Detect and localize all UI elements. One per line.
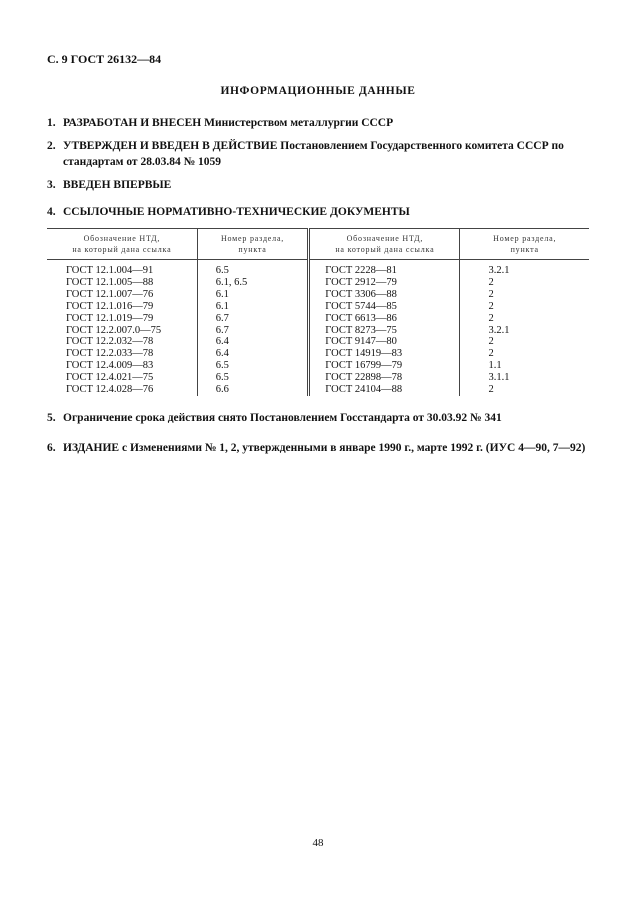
cell-section-2: 2 — [460, 384, 589, 396]
reference-documents-table — [47, 228, 589, 396]
item-heading: ИЗДАНИЕ с Изменениями № 1, 2, утвержденными в январе 1990 г., марте 1992 г. (ИУС 4—90, 7—92) — [63, 442, 586, 454]
cell-document: ГОСТ 12.2.007.0—75 — [66, 324, 162, 336]
cell-section: 6.7 — [197, 313, 309, 325]
table-row — [47, 260, 589, 277]
item-heading: Ограничение срока действия снято Постановлением Госстандарта от 30.03.92 № 341 — [63, 412, 502, 424]
cell-section-2: 2 — [460, 277, 589, 289]
cell-document: ГОСТ 12.1.004—91 — [66, 265, 154, 276]
col-header-document-2 — [309, 229, 460, 260]
item-number: 4. — [47, 206, 56, 218]
table-header-row — [47, 229, 589, 260]
col-header-line: пункта — [510, 245, 539, 254]
cell-section: 6.1 — [197, 301, 309, 313]
cell-section-2: 2 — [460, 301, 589, 313]
table-row — [47, 384, 589, 396]
cell-document-2: ГОСТ 8273—75 — [309, 325, 460, 337]
col-header-line: на который дана ссылка — [335, 245, 435, 254]
page-number: 48 — [312, 837, 324, 849]
cell-document: ГОСТ 12.4.009—83 — [66, 360, 154, 372]
item-heading: ВВЕДЕН ВПЕРВЫЕ — [63, 179, 172, 191]
cell-section-2: 2 — [460, 348, 589, 360]
table-row — [47, 348, 589, 360]
col-header-line: Номер раздела, — [493, 234, 557, 243]
cell-document: ГОСТ 12.4.021—75 — [66, 372, 154, 384]
table-row — [47, 289, 589, 301]
section-title: ИНФОРМАЦИОННЫЕ ДАННЫЕ — [220, 85, 416, 97]
cell-section-2: 2 — [460, 289, 589, 301]
item-heading: УТВЕРЖДЕН И ВВЕДЕН В ДЕЙСТВИЕ — [63, 140, 278, 152]
table-row — [47, 277, 589, 289]
cell-document-2: ГОСТ 2228—81 — [309, 260, 460, 277]
col-header-line: пункта — [238, 245, 267, 254]
cell-section: 6.1 — [197, 289, 309, 301]
cell-document-2: ГОСТ 14919—83 — [309, 348, 460, 360]
cell-section-2: 3.1.1 — [460, 372, 589, 384]
cell-section: 6.5 — [197, 360, 309, 372]
cell-section-2: 3.2.1 — [460, 325, 589, 337]
cell-document: ГОСТ 12.4.028—76 — [66, 384, 154, 396]
cell-section: 6.5 — [197, 372, 309, 384]
item-number: 6. — [47, 442, 56, 454]
col-header-section-2 — [460, 229, 589, 260]
info-item-3 — [47, 177, 592, 193]
col-header-line: Обозначение НТД, — [346, 234, 424, 243]
cell-document-2: ГОСТ 16799—79 — [309, 360, 460, 372]
item-heading: РАЗРАБОТАН И ВНЕСЕН — [63, 117, 202, 129]
cell-section: 6.1, 6.5 — [197, 277, 309, 289]
cell-section: 6.7 — [197, 325, 309, 337]
cell-document-2: ГОСТ 5744—85 — [309, 301, 460, 313]
info-item-6 — [47, 440, 592, 456]
cell-document-2: ГОСТ 24104—88 — [309, 384, 460, 396]
cell-document: ГОСТ 12.2.033—78 — [66, 348, 154, 360]
page-header: С. 9 ГОСТ 26132—84 — [47, 52, 162, 66]
cell-section: 6.4 — [197, 336, 309, 348]
info-item-4 — [47, 204, 592, 220]
cell-document: ГОСТ 12.1.019—79 — [66, 312, 154, 324]
cell-section: 6.4 — [197, 348, 309, 360]
cell-document-2: ГОСТ 3306—88 — [309, 289, 460, 301]
item-continuation: стандартам от 28.03.84 № 1059 — [63, 156, 222, 168]
cell-document-2: ГОСТ 9147—80 — [309, 336, 460, 348]
cell-document: ГОСТ 12.1.005—88 — [66, 276, 154, 288]
table-row — [47, 313, 589, 325]
cell-document-2: ГОСТ 22898—78 — [309, 372, 460, 384]
cell-document-2: ГОСТ 6613—86 — [309, 313, 460, 325]
item-body: Постановлением Государственного комитета СССР по — [277, 140, 564, 152]
item-number: 2. — [47, 140, 56, 152]
table-row — [47, 336, 589, 348]
cell-section-2: 2 — [460, 336, 589, 348]
info-item-1 — [47, 115, 592, 131]
cell-section-2: 1.1 — [460, 360, 589, 372]
item-body: Министерством металлургии СССР — [201, 117, 394, 129]
col-header-document — [47, 229, 197, 260]
cell-document: ГОСТ 12.1.016—79 — [66, 300, 154, 312]
cell-section-2: 2 — [460, 313, 589, 325]
col-header-line: Номер раздела, — [220, 234, 285, 243]
col-header-section — [197, 229, 309, 260]
col-header-line: на который дана ссылка — [72, 245, 172, 254]
table-row — [47, 301, 589, 313]
cell-section: 6.5 — [197, 260, 309, 277]
cell-document-2: ГОСТ 2912—79 — [309, 277, 460, 289]
item-number: 1. — [47, 117, 56, 129]
info-item-2 — [47, 138, 592, 170]
col-header-line: Обозначение НТД, — [83, 234, 161, 243]
cell-section-2: 3.2.1 — [460, 260, 589, 277]
item-heading: ССЫЛОЧНЫЕ НОРМАТИВНО-ТЕХНИЧЕСКИЕ ДОКУМЕНТЫ — [63, 206, 410, 218]
cell-document: ГОСТ 12.2.032—78 — [66, 336, 154, 348]
item-number: 3. — [47, 179, 56, 191]
cell-document: ГОСТ 12.1.007—76 — [66, 288, 154, 300]
table-row — [47, 325, 589, 337]
cell-section: 6.6 — [197, 384, 309, 396]
table-row — [47, 360, 589, 372]
item-number: 5. — [47, 412, 56, 424]
table-row — [47, 372, 589, 384]
info-item-5 — [47, 410, 592, 426]
